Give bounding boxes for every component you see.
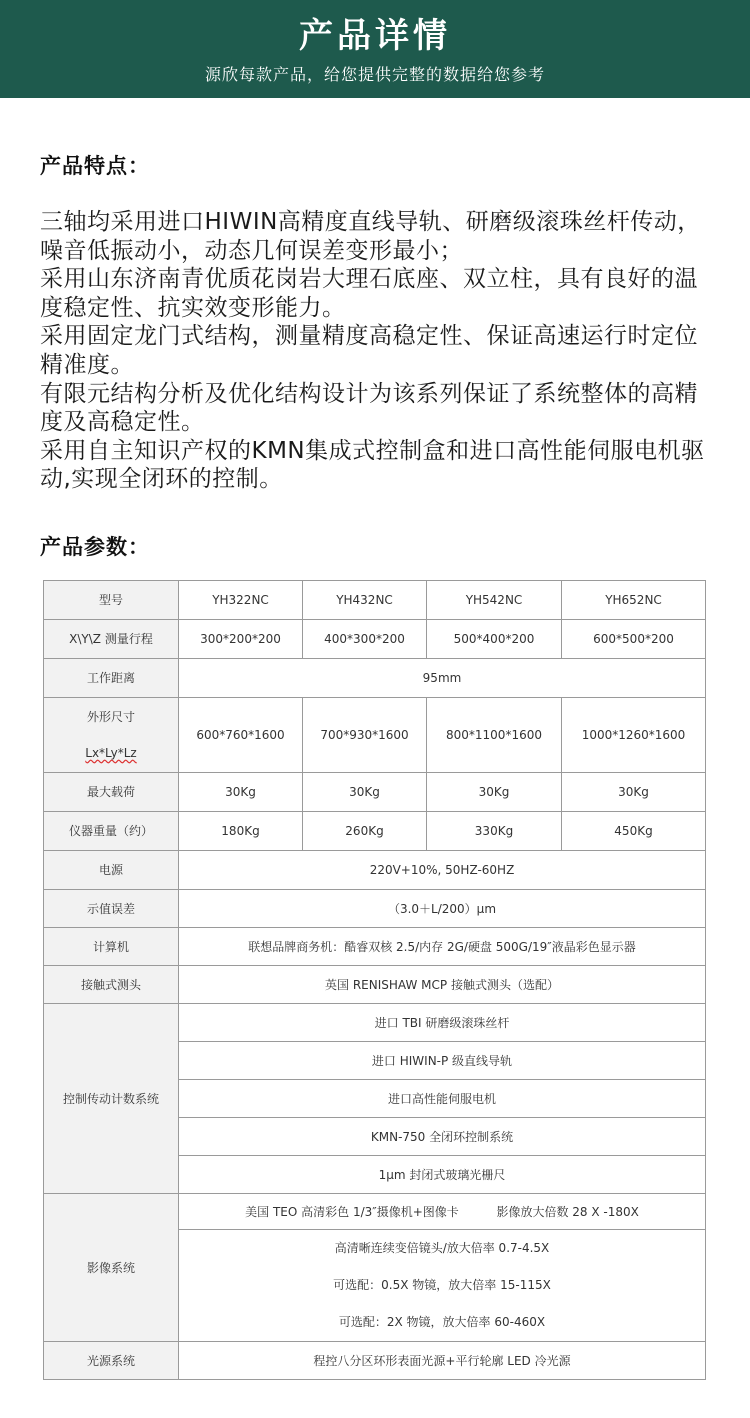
spec-label-control: 控制传动计数系统 [44, 1004, 179, 1194]
value-cell: 30Kg [562, 773, 706, 812]
spec-label-dimensions [44, 698, 179, 773]
table-row [44, 812, 706, 851]
table-row [44, 1194, 706, 1230]
value-cell: 260Kg [303, 812, 427, 851]
value-cell: 700*930*1600 [303, 698, 427, 773]
value-cell: 95mm [179, 659, 706, 698]
value-cell: 程控八分区环形表面光源+平行轮廓 LED 冷光源 [179, 1342, 706, 1380]
value-cell: 联想品牌商务机：酷睿双核 2.5/内存 2G/硬盘 500G/19″液晶彩色显示器 [179, 928, 706, 966]
value-cell: 英国 RENISHAW MCP 接触式测头（选配） [179, 966, 706, 1004]
value-cell: 400*300*200 [303, 620, 427, 659]
value-cell: （3.0＋L/200）μm [179, 890, 706, 928]
table-row [44, 659, 706, 698]
spec-label-weight: 仪器重量（约） [44, 812, 179, 851]
spec-label-light: 光源系统 [44, 1342, 179, 1380]
table-row [44, 1004, 706, 1042]
spec-label-imaging: 影像系统 [44, 1194, 179, 1342]
table-row [44, 1342, 706, 1380]
table-row [44, 928, 706, 966]
value-cell: 180Kg [179, 812, 303, 851]
table-row [44, 851, 706, 890]
value-cell: 1000*1260*1600 [562, 698, 706, 773]
value-cell: 进口 TBI 研磨级滚珠丝杆 [179, 1004, 706, 1042]
value-cell: 450Kg [562, 812, 706, 851]
imaging-line: 可选配：2X 物镜，放大倍率 60-460X [338, 1315, 546, 1329]
value-cell [179, 1194, 706, 1230]
value-cell: 800*1100*1600 [427, 698, 562, 773]
model-cell: YH542NC [427, 581, 562, 620]
table-row [44, 966, 706, 1004]
imaging-line: 高清晰连续变倍镜头/放大倍率 0.7-4.5X [334, 1241, 550, 1255]
table-row [44, 698, 706, 773]
feature-line: 采用自主知识产权的KMN集成式控制盒和进口高性能伺服电机驱动,实现全闭环的控制。 [40, 437, 705, 493]
feature-line: 有限元结构分析及优化结构设计为该系列保证了系统整体的高精度及高稳定性。 [40, 380, 698, 436]
value-cell: KMN-750 全闭环控制系统 [179, 1118, 706, 1156]
table-row [44, 773, 706, 812]
value-cell: 30Kg [179, 773, 303, 812]
table-row [44, 581, 706, 620]
value-cell: 220V+10%, 50HZ-60HZ [179, 851, 706, 890]
spec-label-max-load: 最大载荷 [44, 773, 179, 812]
value-cell [179, 1230, 706, 1342]
spec-label-probe: 接触式测头 [44, 966, 179, 1004]
value-cell: 600*500*200 [562, 620, 706, 659]
params-heading: 产品参数： [40, 535, 150, 559]
feature-line: 采用山东济南青优质花岗岩大理石底座、双立柱，具有良好的温度稳定性、抗实效变形能力。 [40, 266, 698, 321]
table-row [44, 620, 706, 659]
spec-label-power: 电源 [44, 851, 179, 890]
model-cell: YH432NC [303, 581, 427, 620]
header-banner [0, 0, 750, 98]
spec-label-computer: 计算机 [44, 928, 179, 966]
dimensions-label: 外形尺寸 [86, 710, 135, 724]
model-cell: YH322NC [179, 581, 303, 620]
spec-table [43, 580, 706, 1380]
spec-label-model: 型号 [44, 581, 179, 620]
imaging-line: 可选配：0.5X 物镜，放大倍率 15-115X [333, 1278, 551, 1292]
spec-label-stroke: X\Y\Z 测量行程 [44, 620, 179, 659]
feature-line: 采用固定龙门式结构，测量精度高稳定性、保证高速运行时定位精准度。 [40, 323, 698, 378]
value-cell: 30Kg [303, 773, 427, 812]
spec-label-working-distance: 工作距离 [44, 659, 179, 698]
value-cell: 330Kg [427, 812, 562, 851]
value-cell: 进口高性能伺服电机 [179, 1080, 706, 1118]
imaging-camera: 美国 TEO 高清彩色 1/3″摄像机+图像卡 [245, 1204, 459, 1219]
model-cell: YH652NC [562, 581, 706, 620]
value-cell: 300*200*200 [179, 620, 303, 659]
value-cell: 500*400*200 [427, 620, 562, 659]
imaging-magnification: 影像放大倍数 28 X -180X [496, 1204, 639, 1219]
dimensions-unit-label: Lx*Ly*Lz [85, 746, 137, 760]
feature-line: 三轴均采用进口HIWIN高精度直线导轨、研磨级滚珠丝杆传动，噪音低振动小，动态几何误差变形最小； [40, 209, 701, 264]
table-row [44, 890, 706, 928]
spec-label-error: 示值误差 [44, 890, 179, 928]
page-title: 产品详情 [299, 16, 451, 56]
value-cell: 进口 HIWIN-P 级直线导轨 [179, 1042, 706, 1080]
features-heading: 产品特点： [40, 154, 150, 178]
value-cell: 30Kg [427, 773, 562, 812]
value-cell: 600*760*1600 [179, 698, 303, 773]
value-cell: 1μm 封闭式玻璃光栅尺 [179, 1156, 706, 1194]
page-subtitle: 源欣每款产品，给您提供完整的数据给您参考 [204, 65, 545, 84]
features-text [40, 208, 720, 494]
